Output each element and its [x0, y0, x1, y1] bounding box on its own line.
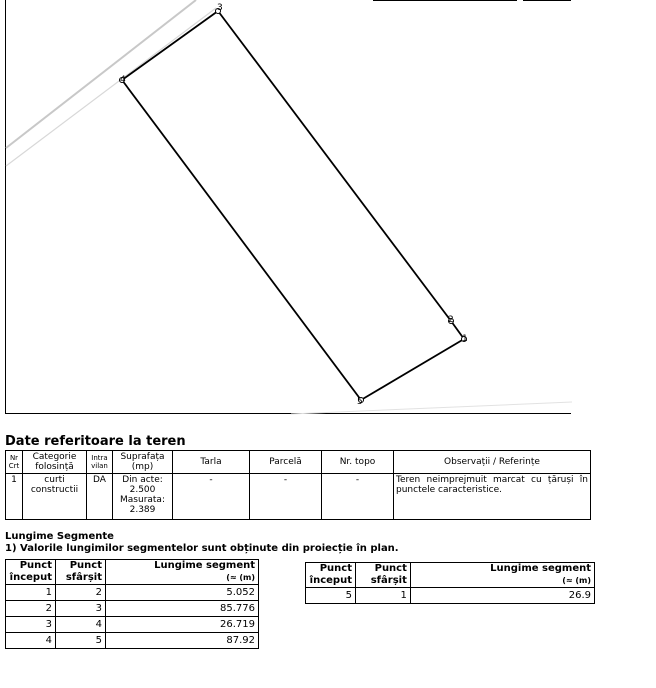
- point-label-1: 1: [462, 334, 468, 344]
- cell-start: 5: [306, 588, 356, 604]
- segments-header-row: [306, 563, 595, 588]
- col-header-end: Punct sfârșit: [56, 560, 106, 585]
- col-header-tarla: Tarla: [173, 451, 250, 474]
- plan-drawing: [6, 0, 572, 414]
- length-unit: (≈ (m): [562, 576, 591, 585]
- col-header-end: Punct sfârșit: [355, 563, 410, 588]
- table-row: [306, 588, 595, 604]
- cell-tarla: -: [173, 474, 250, 520]
- road-edge-line: [6, 0, 196, 148]
- col-header-parcela: Parcelă: [250, 451, 322, 474]
- din-acte-label: Din acte:: [122, 475, 163, 485]
- cell-length: 26.9: [410, 588, 594, 604]
- cell-end: 5: [56, 633, 106, 649]
- table-row: [6, 601, 259, 617]
- cell-length: 85.776: [106, 601, 259, 617]
- cell-length: 5.052: [106, 585, 259, 601]
- point-label-2: 2: [448, 315, 454, 325]
- segments-title: Lungime Segmente: [5, 531, 114, 542]
- segments-header-row: [6, 560, 259, 585]
- parcel-plan: [5, 0, 571, 414]
- length-label: Lungime segment: [154, 560, 255, 571]
- masurata-value: 2.389: [129, 505, 156, 515]
- cell-length: 26.719: [106, 617, 259, 633]
- teren-table: [5, 450, 591, 520]
- col-header-nr-topo: Nr. topo: [322, 451, 394, 474]
- col-header-length: [106, 560, 259, 585]
- col-header-length: [410, 563, 594, 588]
- table-row: [6, 617, 259, 633]
- cell-end: 4: [56, 617, 106, 633]
- cell-start: 3: [6, 617, 56, 633]
- length-label: Lungime segment: [490, 563, 591, 574]
- cell-start: 4: [6, 633, 56, 649]
- col-header-start: Punct început: [306, 563, 356, 588]
- col-header-observatii: Observații / Referințe: [394, 451, 591, 474]
- col-header-nr: Nr Crt: [6, 451, 23, 474]
- cell-suprafata: [113, 474, 173, 520]
- cell-end: 1: [355, 588, 410, 604]
- cell-end: 2: [56, 585, 106, 601]
- cell-nr: 1: [6, 474, 23, 520]
- point-label-5: 5: [357, 397, 363, 407]
- segments-note: 1) Valorile lungimilor segmentelor sunt obținute din proiecție în plan.: [5, 543, 399, 554]
- teren-table-wrapper: [5, 450, 588, 520]
- cell-length: 87.92: [106, 633, 259, 649]
- cell-categorie: curti constructii: [23, 474, 87, 520]
- cell-end: 3: [56, 601, 106, 617]
- cell-observatii: Teren neimprejmuit marcat cu țăruși în punctele caracteristice.: [394, 474, 591, 520]
- masurata-label: Masurata:: [120, 495, 165, 505]
- length-unit: (≈ (m): [226, 573, 255, 582]
- table-row: [6, 585, 259, 601]
- road-edge-line: [6, 8, 216, 166]
- segments-table-right: [305, 562, 595, 604]
- cell-parcela: -: [250, 474, 322, 520]
- point-label-4: 4: [120, 75, 126, 85]
- cell-nr-topo: -: [322, 474, 394, 520]
- table-row: [6, 633, 259, 649]
- segments-table-left: [5, 559, 259, 649]
- col-header-categorie: Categorie folosință: [23, 451, 87, 474]
- parcel-boundary: [122, 11, 464, 400]
- col-header-intravilan: Intra vilan: [87, 451, 113, 474]
- section-title: Date referitoare la teren: [5, 434, 186, 449]
- cell-start: 1: [6, 585, 56, 601]
- col-header-suprafata: Suprafața (mp): [113, 451, 173, 474]
- cell-start: 2: [6, 601, 56, 617]
- point-label-3: 3: [217, 3, 223, 13]
- table-row: [6, 474, 591, 520]
- faint-line: [291, 402, 572, 414]
- cell-intravilan: DA: [87, 474, 113, 520]
- din-acte-value: 2.500: [129, 485, 156, 495]
- table-header-row: [6, 451, 591, 474]
- segments-table-right-wrapper: [305, 562, 591, 604]
- col-header-start: Punct început: [6, 560, 56, 585]
